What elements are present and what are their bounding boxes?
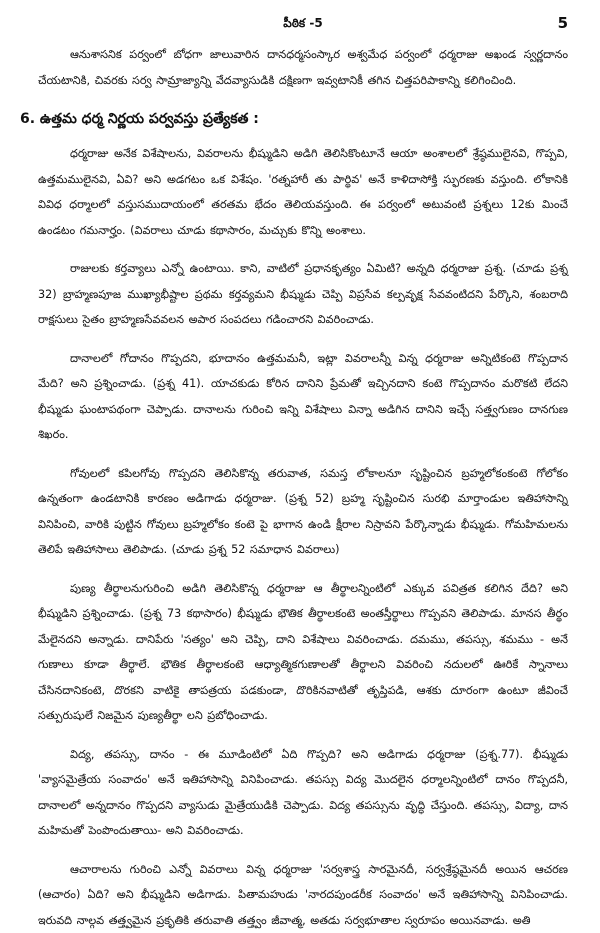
page-header-title: పీఠిక -5 [38, 16, 568, 33]
paragraph: రాజులకు కర్తవ్యాలు ఎన్నో ఉంటాయి. కాని, వాటిలో ప్రధానకృత్యం ఏమిటి? అన్నది ధర్మరాజు ప్రశ్న. (చూడు ప్రశ్న 32) బ్రాహ్మణపూజ ముఖ్యాభీష్టాల ప్రథమ కర్తవ్యమని భీష్ముడు చెప్పి విప్రసేవ కల్పవృక్ష సేవవంటిదని పేర్కొని, శంబరాది రాక్షసులు సైతం బ్రాహ్మణసేవవలన అపార సంపదలు గడించారని వివరించాడు. [38, 256, 568, 333]
paragraph: విద్య, తపస్సు, దానం - ఈ మూడింటిలో ఏది గొప్పది? అని అడిగాడు ధర్మరాజు (ప్రశ్న.77). భీష్ముడు 'వ్యాసమైత్రేయ సంవాదం' అనే ఇతిహాసాన్ని వినిపించాడు. తపస్సు విద్య మొదలైన ధర్మాలన్నింటిలో దానం గొప్పదనీ, దానాలలో అన్నదానం గొప్పదని వ్యాసుడు మైత్రేయుడికి చెప్పాడు. విద్య తపస్సును వృద్ధి చేస్తుంది. తపస్సు, విద్యా, దాన మహిమతో పెంపొందుతాయి- అని వివరించాడు. [38, 742, 568, 844]
paragraph: ఆచారాలను గురించి ఎన్నో వివరాలు విన్న ధర్మరాజు 'సర్వశాస్త్ర సారమైనదీ, సర్వశ్రేష్ఠమైనదీ అయిన ఆచరణ (ఆచారం) ఏది? అని భీష్ముడిని అడిగాడు. పితామహుడు 'నారదపుండరీక సంవాదం' అనే ఇతిహాసాన్ని వినిపించాడు. ఇరువది నాల్గవ తత్త్వమైన ప్రకృతికి తరువాతి తత్త్వం జీవాత్మ, అతడు సర్వభూతాల స్వరూపం అయినవాడు. అతి [38, 857, 568, 933]
paragraph: పుణ్య తీర్థాలనుగురించి అడిగి తెలిసికొన్న ధర్మరాజు ఆ తీర్థాలన్నింటిలో ఎక్కువ పవిత్రత కలిగిన దేది? అని భీష్ముడిని ప్రశ్నించాడు. (ప్రశ్న 73 కథాసారం) భీష్ముడు భౌతిక తీర్థాలకంటె అంతస్తీర్థాలు గొప్పవని తెలిపాడు. మానస తీర్థం మేలైనదని అన్నాడు. దానిపేరు 'సత్యం' అని చెప్పి, దాని విశేషాలు వివరించాడు. దమము, తపస్సు, శమము - అనే గుణాలు కూడా తీర్థాలే. భౌతిక తీర్థాలకంటె ఆధ్యాత్మికగుణాలతో తీర్థాలని వివరించి నదులలో ఊరికే స్నానాలు చేసినదానికంటె, దొరకని వాటికై తాపత్రయ పడకుండా, దొరికినవాటితో తృప్తిపడి, ఆశకు దూరంగా ఉంటూ జీవించే సత్పురుషులే నిజమైన పుణ్యతీర్థా లని ప్రబోధించాడు. [38, 576, 568, 729]
section-heading: 6. ఉత్తమ ధర్మ నిర్ణయ పర్వవస్తు ప్రత్యేకత : [20, 107, 568, 131]
paragraph: ధర్మరాజు అనేక విశేషాలను, వివరాలను భీష్ముడిని అడిగి తెలిసికొంటూనే ఆయా అంశాలలో శ్రేష్ఠములైనవి, గొప్పవి, ఉత్తమములైనవి, ఏవి? అని అడగటం ఒక విశేషం. 'రత్నహారీ తు పార్థివ' అనే కాళిదాసోక్తి స్ఫురణకు వస్తుంది. లోకానికి వివిధ ధర్మాలలో వస్తుసముదాయంలో తరతమ భేదం తెలియవస్తుంది. ఈ పర్వంలో అటువంటి ప్రశ్నలు 12కు మించే ఉండటం గమనార్హం. (వివరాలు చూడు కథాసారం, మచ్చుకు కొన్ని అంశాలు. [38, 141, 568, 243]
page-number: 5 [558, 14, 568, 32]
paragraph-intro: ఆనుశాసనిక పర్వంలో బోధగా జాలువారిన దానధర్మసంస్కార అశ్వమేధ పర్వంలో ధర్మరాజు అఖండ స్వర్ణదానం చేయటానికి, చివరకు సర్వ సామ్రాజ్యాన్ని వేదవ్యాసుడికి దక్షిణగా ఇవ్వటానికీ తగిన చిత్తపరిపాకాన్ని కలిగించింది. [38, 42, 568, 93]
paragraph: గోవులలో కపిలగోవు గొప్పదని తెలిసికొన్న తరువాత, సమస్త లోకాలనూ సృష్టించిన బ్రహ్మలోకంకంటె గోలోకం ఉన్నతంగా ఉండటానికి కారణం అడిగాడు ధర్మరాజు. (ప్రశ్న 52) బ్రహ్మ సృష్టించిన సురభి మార్తాండుల ఇతిహాసాన్ని వినిపించి, వారికి పుట్టిన గోవులు బ్రహ్మలోకం కంటె పై భాగాన ఉండి క్షీరాల నిస్రావని పేర్కొన్నాడు భీష్ముడు. గోమహిమలను తెలిపే ఇతిహాసాలు తెలిపాడు. (చూడు ప్రశ్న 52 సమాధాన వివరాలు) [38, 461, 568, 563]
paragraph: దానాలలో గోదానం గొప్పదని, భూదానం ఉత్తమమనీ, ఇట్లా వివరాలన్నీ విన్న ధర్మరాజు అన్నిటికంటె గొప్పదాన మేది? అని ప్రశ్నించాడు. (ప్రశ్న 41). యాచకుడు కోరిన దానిని ప్రేమతో ఇచ్చినదాని కంటె గొప్పదానం మరొకటి లేదని భీష్ముడు ఘంటాపథంగా చెప్పాడు. దానాలను గురించి ఇన్ని విశేషాలు విన్నా అడిగిన దానిని ఇచ్చే సత్త్వగుణం దానగుణ శిఖరం. [38, 346, 568, 448]
page-header [38, 14, 568, 36]
